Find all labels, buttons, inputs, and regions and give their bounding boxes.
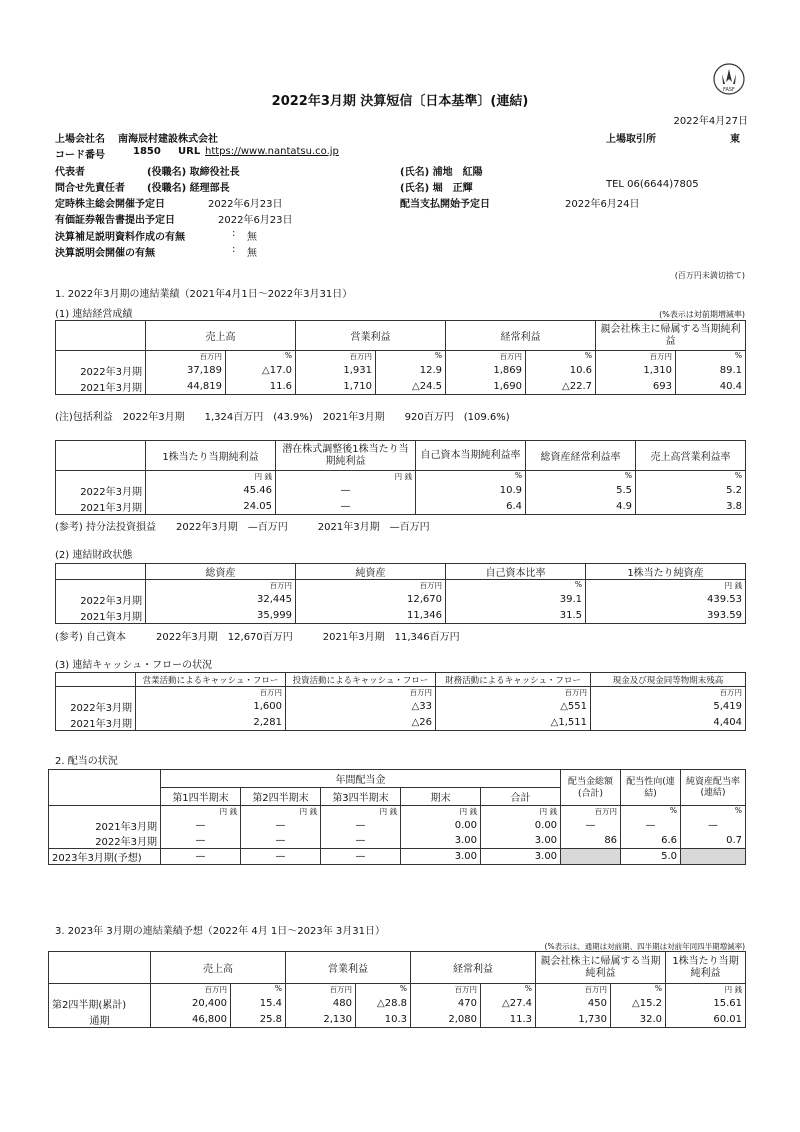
- rep-name: (氏名) 浦地 紅陽: [400, 167, 483, 178]
- table-cell: 5.5: [526, 483, 636, 499]
- unit-cell: %: [226, 351, 296, 363]
- table-cell: 2,080: [411, 1012, 481, 1028]
- table-row-label: 通期: [49, 1012, 151, 1028]
- table-cell: 1,600: [136, 699, 286, 715]
- table-row-label: 2022年3月期: [56, 483, 146, 499]
- unit-cell: %: [621, 806, 681, 818]
- unit-cell: 円 銭: [241, 806, 321, 818]
- section2-heading: 2. 配当の状況: [55, 756, 118, 767]
- table-cell: —: [241, 818, 321, 833]
- table-cell: 45.46: [146, 483, 276, 499]
- div-head: 第1四半期末: [161, 788, 241, 806]
- table-cell: 5.2: [636, 483, 746, 499]
- unit-cell: 円 銭: [401, 806, 481, 818]
- unit-cell: %: [416, 471, 526, 483]
- dividend-total-head: 配当金総額(合計): [561, 770, 621, 806]
- meeting2-colon: :: [232, 244, 236, 255]
- table-cell: 44,819: [146, 379, 226, 395]
- table-row-label: 2021年3月期: [56, 379, 146, 395]
- table-cell: 3.00: [481, 848, 561, 864]
- logo-text: FASF: [723, 87, 735, 93]
- table-cell: —: [321, 818, 401, 833]
- dividend-table: [48, 769, 746, 865]
- table-cell: 1,710: [296, 379, 376, 395]
- company-url-link[interactable]: https://www.nantatsu.co.jp: [205, 146, 339, 157]
- table-cell: 3.8: [636, 499, 746, 515]
- unit-cell: 百万円: [286, 687, 436, 699]
- unit-cell: %: [356, 984, 411, 996]
- code-value: 1850: [133, 146, 161, 157]
- unit-cell: 百万円: [296, 351, 376, 363]
- table-cell: 89.1: [676, 363, 746, 379]
- fp-head: 総資産: [146, 564, 296, 580]
- table-cell: 0.00: [481, 818, 561, 833]
- unit-cell: 円 銭: [276, 471, 416, 483]
- unit-cell: 円 銭: [161, 806, 241, 818]
- forecast-head-net: 親会社株主に帰属する当期純利益: [536, 952, 666, 984]
- fp-head: 1株当たり純資産: [586, 564, 746, 580]
- table-cell: 1,730: [536, 1012, 611, 1028]
- report-date-value: 2022年6月23日: [218, 215, 293, 226]
- company-name: 南海辰村建設株式会社: [118, 134, 218, 145]
- unit-cell: 百万円: [446, 351, 526, 363]
- comprehensive-income-note: (注)包括利益 2022年3月期 1,324百万円 (43.9%) 2021年3月期 920百万円 (109.6%): [55, 412, 510, 423]
- annual-dividend-head: 年間配当金: [161, 770, 561, 788]
- table-cell: 1,690: [446, 379, 526, 395]
- forecast-head-ord: 経常利益: [411, 952, 536, 984]
- meeting-date: 2022年6月23日: [208, 199, 283, 210]
- company-label: 上場会社名: [55, 134, 105, 145]
- fp-head: 純資産: [296, 564, 446, 580]
- table-cell: 1,931: [296, 363, 376, 379]
- unit-cell: 百万円: [151, 984, 231, 996]
- table-cell: 12.9: [376, 363, 446, 379]
- table-cell: 0.7: [681, 833, 746, 849]
- table-cell: —: [321, 833, 401, 849]
- div-head: 期末: [401, 788, 481, 806]
- forecast-table: [48, 951, 746, 1028]
- exchange-label: 上場取引所: [606, 134, 656, 145]
- section3-heading: 3. 2023年 3月期の連結業績予想（2022年 4月 1日～2023年 3月31日）: [55, 926, 385, 937]
- table-cell: 11,346: [296, 608, 446, 624]
- table-cell: 32.0: [611, 1012, 666, 1028]
- per-share-table: [55, 440, 746, 515]
- meeting2-value: 無: [247, 248, 257, 259]
- table-cell: 2,281: [136, 715, 286, 731]
- per-share-head: 1株当たり当期純利益: [146, 441, 276, 471]
- table-cell: —: [276, 499, 416, 515]
- unit-cell: 百万円: [436, 687, 591, 699]
- unit-note: (百万円未満切捨て): [674, 271, 745, 280]
- table-cell: 10.9: [416, 483, 526, 499]
- table-cell: 1,310: [596, 363, 676, 379]
- per-share-head: 自己資本当期純利益率: [416, 441, 526, 471]
- table-row-label: 2021年3月期: [56, 608, 146, 624]
- forecast-head-eps: 1株当たり当期純利益: [666, 952, 746, 984]
- rep-role: (役職名) 取締役社長: [147, 167, 240, 178]
- unit-cell: 円 銭: [146, 471, 276, 483]
- table-cell: —: [681, 818, 746, 833]
- table-cell: 25.8: [231, 1012, 286, 1028]
- shaded-cell: [681, 848, 746, 864]
- table-row-label: 2022年3月期: [49, 833, 161, 849]
- table-cell: —: [241, 833, 321, 849]
- table-row-label: 2021年3月期: [49, 818, 161, 833]
- per-share-head: 総資産経常利益率: [526, 441, 636, 471]
- contact-role: (役職名) 経理部長: [147, 183, 230, 194]
- table-cell: 3.00: [401, 848, 481, 864]
- meeting2-label: 決算説明会開催の有無: [55, 248, 155, 259]
- equity-note: (参考) 自己資本 2022年3月期 12,670百万円 2021年3月期 11,346百万円: [55, 632, 460, 643]
- table-row-label: 2021年3月期: [56, 715, 136, 731]
- table-cell: —: [161, 818, 241, 833]
- supp-colon: :: [232, 228, 236, 239]
- table-cell: 60.01: [666, 1012, 746, 1028]
- results-head-ord: 経常利益: [446, 321, 596, 351]
- results-table: [55, 320, 746, 395]
- meeting-label: 定時株主総会開催予定日: [55, 199, 165, 210]
- results-corner: [56, 321, 146, 351]
- section1-sub2: (2) 連結財政状態: [55, 550, 133, 561]
- contact-name: (氏名) 堀 正輝: [400, 183, 473, 194]
- report-date: 2022年4月27日: [673, 116, 748, 127]
- table-cell: 6.6: [621, 833, 681, 849]
- table-cell: 5,419: [591, 699, 746, 715]
- div-head: 合計: [481, 788, 561, 806]
- table-cell: △24.5: [376, 379, 446, 395]
- table-cell: —: [241, 848, 321, 864]
- table-cell: 2,130: [286, 1012, 356, 1028]
- table-cell: 439.53: [586, 592, 746, 608]
- div-head: 第3四半期末: [321, 788, 401, 806]
- table-cell: 24.05: [146, 499, 276, 515]
- page-title: 2022年3月期 決算短信〔日本基準〕(連結): [271, 94, 529, 109]
- table-cell: △27.4: [481, 996, 536, 1012]
- forecast-head-op: 営業利益: [286, 952, 411, 984]
- table-cell: 10.3: [356, 1012, 411, 1028]
- dividend-start-date: 2022年6月24日: [565, 199, 640, 210]
- table-cell: 37,189: [146, 363, 226, 379]
- section1-heading: 1. 2022年3月期の連結業績（2021年4月1日～2022年3月31日）: [55, 289, 353, 300]
- cash-flow-table: [55, 672, 746, 731]
- table-cell: 35,999: [146, 608, 296, 624]
- unit-cell: 百万円: [146, 351, 226, 363]
- url-label: URL: [178, 146, 201, 157]
- unit-cell: 百万円: [596, 351, 676, 363]
- table-cell: 39.1: [446, 592, 586, 608]
- ratio-head: 純資産配当率(連結): [681, 770, 746, 806]
- table-cell: —: [161, 833, 241, 849]
- unit-cell: 百万円: [136, 687, 286, 699]
- unit-cell: %: [676, 351, 746, 363]
- table-cell: 5.0: [621, 848, 681, 864]
- cf-head: 営業活動によるキャッシュ・フロー: [136, 673, 286, 687]
- cf-head: 現金及び現金同等物期末残高: [591, 673, 746, 687]
- table-cell: △26: [286, 715, 436, 731]
- table-cell: 46,800: [151, 1012, 231, 1028]
- table-cell: 450: [536, 996, 611, 1012]
- results-head-op: 営業利益: [296, 321, 446, 351]
- financial-position-table: [55, 563, 746, 624]
- section1-sub3: (3) 連結キャッシュ・フローの状況: [55, 660, 213, 671]
- unit-cell: 円 銭: [321, 806, 401, 818]
- table-cell: 11.6: [226, 379, 296, 395]
- table-cell: 3.00: [481, 833, 561, 849]
- results-head-sales: 売上高: [146, 321, 296, 351]
- table-cell: 1,869: [446, 363, 526, 379]
- table-row-label: 2021年3月期: [56, 499, 146, 515]
- unit-cell: %: [231, 984, 286, 996]
- table-cell: 4,404: [591, 715, 746, 731]
- code-label: コード番号: [55, 150, 105, 161]
- unit-cell: 百万円: [286, 984, 356, 996]
- table-cell: —: [321, 848, 401, 864]
- unit-cell: 百万円: [536, 984, 611, 996]
- rep-label: 代表者: [55, 167, 85, 178]
- table-cell: —: [161, 848, 241, 864]
- table-row-label: 第2四半期(累計): [49, 996, 151, 1012]
- unit-cell: %: [376, 351, 446, 363]
- table-row-label: 2023年3月期(予想): [49, 848, 161, 864]
- contact-tel: TEL 06(6644)7805: [606, 179, 699, 190]
- unit-cell: %: [611, 984, 666, 996]
- table-cell: 4.9: [526, 499, 636, 515]
- contact-label: 問合せ先責任者: [55, 183, 125, 194]
- unit-cell: %: [681, 806, 746, 818]
- cf-head: 財務活動によるキャッシュ・フロー: [436, 673, 591, 687]
- exchange-value: 東: [730, 134, 740, 145]
- table-cell: △15.2: [611, 996, 666, 1012]
- unit-cell: %: [526, 471, 636, 483]
- unit-cell: 円 銭: [481, 806, 561, 818]
- table-cell: △33: [286, 699, 436, 715]
- table-cell: 20,400: [151, 996, 231, 1012]
- table-cell: 470: [411, 996, 481, 1012]
- fp-head: 自己資本比率: [446, 564, 586, 580]
- table-cell: 86: [561, 833, 621, 849]
- table-cell: △551: [436, 699, 591, 715]
- table-cell: △17.0: [226, 363, 296, 379]
- table-row-label: 2022年3月期: [56, 363, 146, 379]
- dividend-start-label: 配当支払開始予定日: [400, 199, 490, 210]
- table-cell: —: [621, 818, 681, 833]
- table-cell: 15.4: [231, 996, 286, 1012]
- table-cell: △28.8: [356, 996, 411, 1012]
- unit-cell: %: [481, 984, 536, 996]
- unit-cell: 円 銭: [666, 984, 746, 996]
- table-row-label: 2022年3月期: [56, 699, 136, 715]
- table-cell: 480: [286, 996, 356, 1012]
- cf-head: 投資活動によるキャッシュ・フロー: [286, 673, 436, 687]
- pct-note: (%表示は対前期増減率): [659, 310, 745, 319]
- per-share-head: 潜在株式調整後1株当たり当期純利益: [276, 441, 416, 471]
- table-cell: 0.00: [401, 818, 481, 833]
- per-share-head: 売上高営業利益率: [636, 441, 746, 471]
- unit-cell: %: [526, 351, 596, 363]
- table-row-label: 2022年3月期: [56, 592, 146, 608]
- table-cell: 11.3: [481, 1012, 536, 1028]
- table-cell: 6.4: [416, 499, 526, 515]
- unit-cell: %: [446, 580, 586, 592]
- unit-cell: 円 銭: [586, 580, 746, 592]
- payout-head: 配当性向(連結): [621, 770, 681, 806]
- equity-method-note: (参考) 持分法投資損益 2022年3月期 —百万円 2021年3月期 —百万円: [55, 522, 430, 533]
- unit-cell: 百万円: [146, 580, 296, 592]
- unit-cell: %: [636, 471, 746, 483]
- unit-cell: 百万円: [296, 580, 446, 592]
- unit-cell: 百万円: [561, 806, 621, 818]
- unit-cell: 百万円: [591, 687, 746, 699]
- table-cell: △22.7: [526, 379, 596, 395]
- table-cell: 393.59: [586, 608, 746, 624]
- results-head-net: 親会社株主に帰属する当期純利益: [596, 321, 746, 351]
- table-cell: —: [276, 483, 416, 499]
- table-cell: △1,511: [436, 715, 591, 731]
- shaded-cell: [561, 848, 621, 864]
- supp-label: 決算補足説明資料作成の有無: [55, 232, 185, 243]
- table-cell: 12,670: [296, 592, 446, 608]
- table-cell: 31.5: [446, 608, 586, 624]
- section1-sub1: (1) 連結経営成績: [55, 309, 133, 320]
- report-label: 有価証券報告書提出予定日: [55, 215, 175, 226]
- table-cell: 32,445: [146, 592, 296, 608]
- table-cell: 15.61: [666, 996, 746, 1012]
- forecast-pct-note: (%表示は、通期は対前期、四半期は対前年同四半期増減率): [544, 942, 745, 951]
- forecast-head-sales: 売上高: [151, 952, 286, 984]
- table-cell: —: [561, 818, 621, 833]
- supp-value: 無: [247, 232, 257, 243]
- div-head: 第2四半期末: [241, 788, 321, 806]
- table-cell: 10.6: [526, 363, 596, 379]
- table-cell: 3.00: [401, 833, 481, 849]
- unit-cell: 百万円: [411, 984, 481, 996]
- table-cell: 693: [596, 379, 676, 395]
- table-cell: 40.4: [676, 379, 746, 395]
